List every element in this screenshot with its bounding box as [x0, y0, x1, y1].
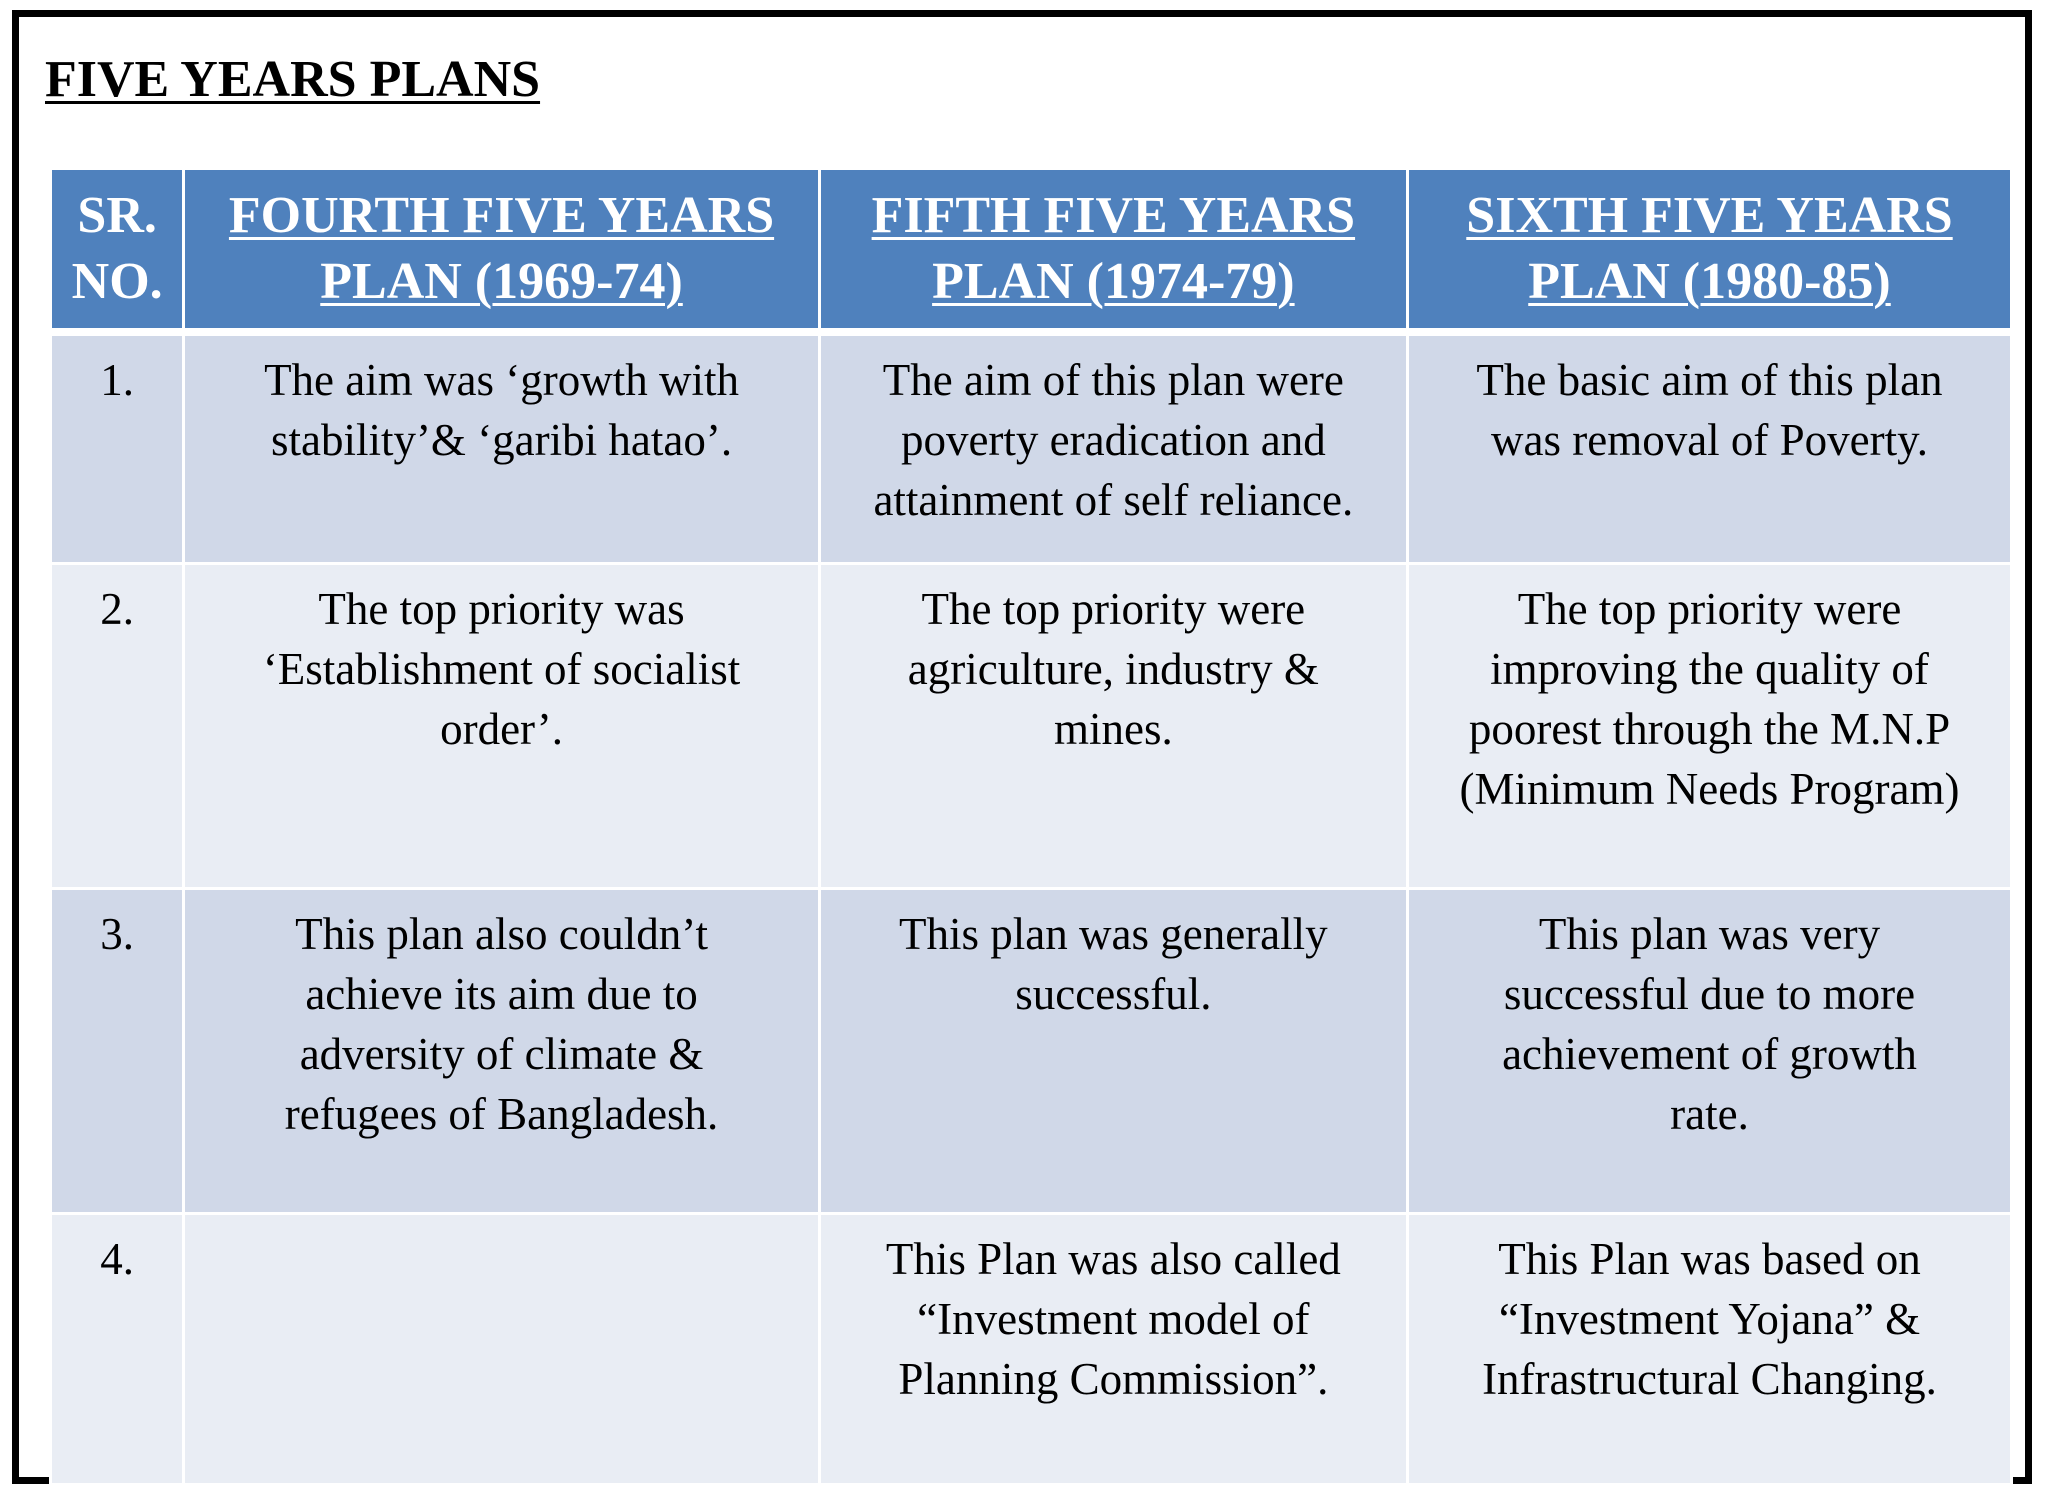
table-row — [51, 332, 2012, 564]
five-year-plans-table — [49, 167, 2013, 1486]
table-row — [51, 889, 2012, 1214]
table-header-row — [51, 169, 2012, 333]
fourth-plan-cell: The top priority was ‘Establishment of socialist order’. — [184, 564, 819, 889]
header-fourth-plan: FOURTH FIVE YEARS PLAN (1969-74) — [184, 169, 819, 333]
table-row — [51, 564, 2012, 889]
sixth-plan-cell: The top priority were improving the quality of poorest through the M.N.P (Minimum Needs Program) — [1408, 564, 2012, 889]
fourth-plan-cell — [184, 1214, 819, 1485]
page-title: FIVE YEARS PLANS — [45, 51, 541, 108]
header-fifth-plan: FIFTH FIVE YEARS PLAN (1974-79) — [819, 169, 1407, 333]
fourth-plan-cell: This plan also couldn’t achieve its aim due to adversity of climate & refugees of Bangladesh. — [184, 889, 819, 1214]
header-sr-no: SR. NO. — [51, 169, 184, 333]
sixth-plan-cell: This plan was very successful due to more achievement of growth rate. — [1408, 889, 2012, 1214]
table-row — [51, 1214, 2012, 1485]
fifth-plan-cell: This plan was generally successful. — [819, 889, 1407, 1214]
header-sixth-plan: SIXTH FIVE YEARS PLAN (1980-85) — [1408, 169, 2012, 333]
slide-frame — [12, 10, 2032, 1484]
fifth-plan-cell: This Plan was also called “Investment model of Planning Commission”. — [819, 1214, 1407, 1485]
sr-cell: 2. — [51, 564, 184, 889]
sr-cell: 4. — [51, 1214, 184, 1485]
fifth-plan-cell: The top priority were agriculture, industry & mines. — [819, 564, 1407, 889]
sr-cell: 1. — [51, 332, 184, 564]
fourth-plan-cell: The aim was ‘growth with stability’& ‘garibi hatao’. — [184, 332, 819, 564]
sixth-plan-cell: This Plan was based on “Investment Yojana” & Infrastructural Changing. — [1408, 1214, 2012, 1485]
fifth-plan-cell: The aim of this plan were poverty eradication and attainment of self reliance. — [819, 332, 1407, 564]
sr-cell: 3. — [51, 889, 184, 1214]
sixth-plan-cell: The basic aim of this plan was removal of Poverty. — [1408, 332, 2012, 564]
